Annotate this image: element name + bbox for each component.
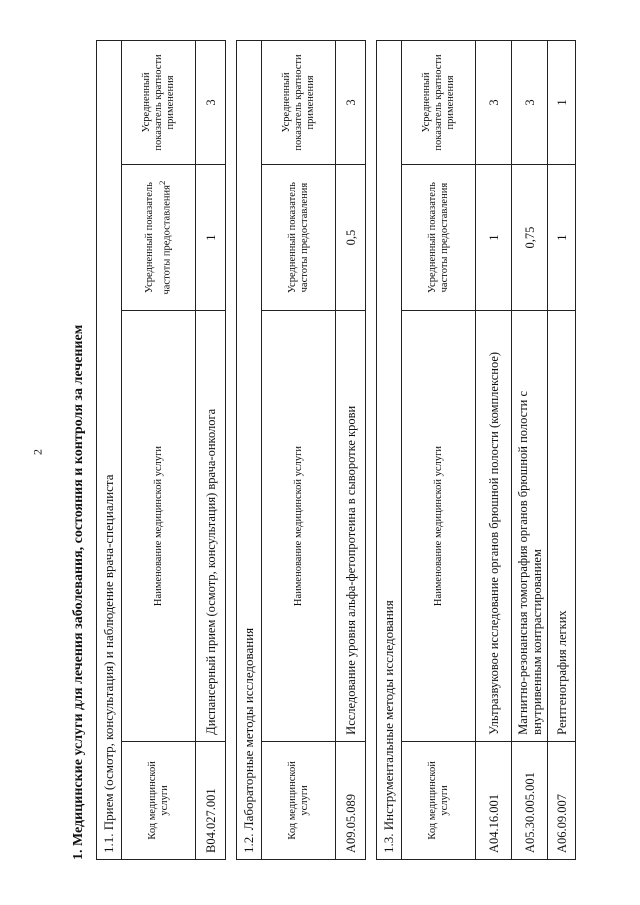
cell-code: A09.05.089 xyxy=(336,741,366,859)
cell-code: B04.027.001 xyxy=(196,741,226,859)
table-1-2 xyxy=(236,40,366,860)
cell-mult: 3 xyxy=(512,41,548,165)
col-freq-header: Усредненный показатель частоты предоставления xyxy=(262,164,336,310)
col-name-header: Наименование медицинской услуги xyxy=(122,311,196,742)
cell-name: Ультразвуковое исследование органов брюшной полости (комплексное) xyxy=(476,311,512,742)
section-1-3 xyxy=(376,40,576,860)
cell-mult: 1 xyxy=(548,41,576,165)
cell-code: A06.09.007 xyxy=(548,741,576,859)
cell-freq: 1 xyxy=(476,164,512,310)
page-number: 2 xyxy=(30,449,45,455)
rotated-content xyxy=(70,40,640,860)
section-1-2 xyxy=(236,40,366,860)
col-freq-header: Усредненный показатель частоты предоставления xyxy=(402,164,476,310)
table-1-1 xyxy=(96,40,226,860)
col-code-header: Код медицинской услуги xyxy=(402,741,476,859)
table-1-3 xyxy=(376,40,576,860)
cell-freq: 0,5 xyxy=(336,164,366,310)
cell-mult: 3 xyxy=(336,41,366,165)
col-mult-header: Усредненный показатель кратности применения xyxy=(122,41,196,165)
cell-mult: 3 xyxy=(476,41,512,165)
section-title: 1.2. Лабораторные методы исследования xyxy=(237,41,262,860)
col-code-header: Код медицинской услуги xyxy=(122,741,196,859)
cell-freq: 1 xyxy=(196,164,226,310)
col-name-header: Наименование медицинской услуги xyxy=(402,311,476,742)
cell-code: A05.30.005.001 xyxy=(512,741,548,859)
col-freq-header: Усредненный показатель частоты предоставления$^2$ xyxy=(122,164,196,310)
section-1-1 xyxy=(96,40,226,860)
footnote-mark: 2 xyxy=(156,180,167,185)
col-mult-header: Усредненный показатель кратности применения xyxy=(262,41,336,165)
col-code-header: Код медицинской услуги xyxy=(262,741,336,859)
cell-freq: 1 xyxy=(548,164,576,310)
cell-name: Исследование уровня альфа-фетопротеина в сыворотке крови xyxy=(336,311,366,742)
cell-name: Рентгенография легких xyxy=(548,311,576,742)
col-name-header: Наименование медицинской услуги xyxy=(262,311,336,742)
cell-code: A04.16.001 xyxy=(476,741,512,859)
section-title: 1.3. Инструментальные методы исследования xyxy=(377,41,402,860)
col-mult-header: Усредненный показатель кратности применения xyxy=(402,41,476,165)
section-heading: 1. Медицинские услуги для лечения заболевания, состояния и контроля за лечением xyxy=(71,324,86,860)
cell-mult: 3 xyxy=(196,41,226,165)
cell-name: Диспансерный прием (осмотр, консультация) врача-онколога xyxy=(196,311,226,742)
section-title: 1.1. Прием (осмотр, консультация) и наблюдение врача-специалиста xyxy=(97,41,122,860)
cell-name: Магнитно-резонансная томография органов брюшной полости с внутривенным контрастированием xyxy=(512,311,548,742)
cell-freq: 0,75 xyxy=(512,164,548,310)
